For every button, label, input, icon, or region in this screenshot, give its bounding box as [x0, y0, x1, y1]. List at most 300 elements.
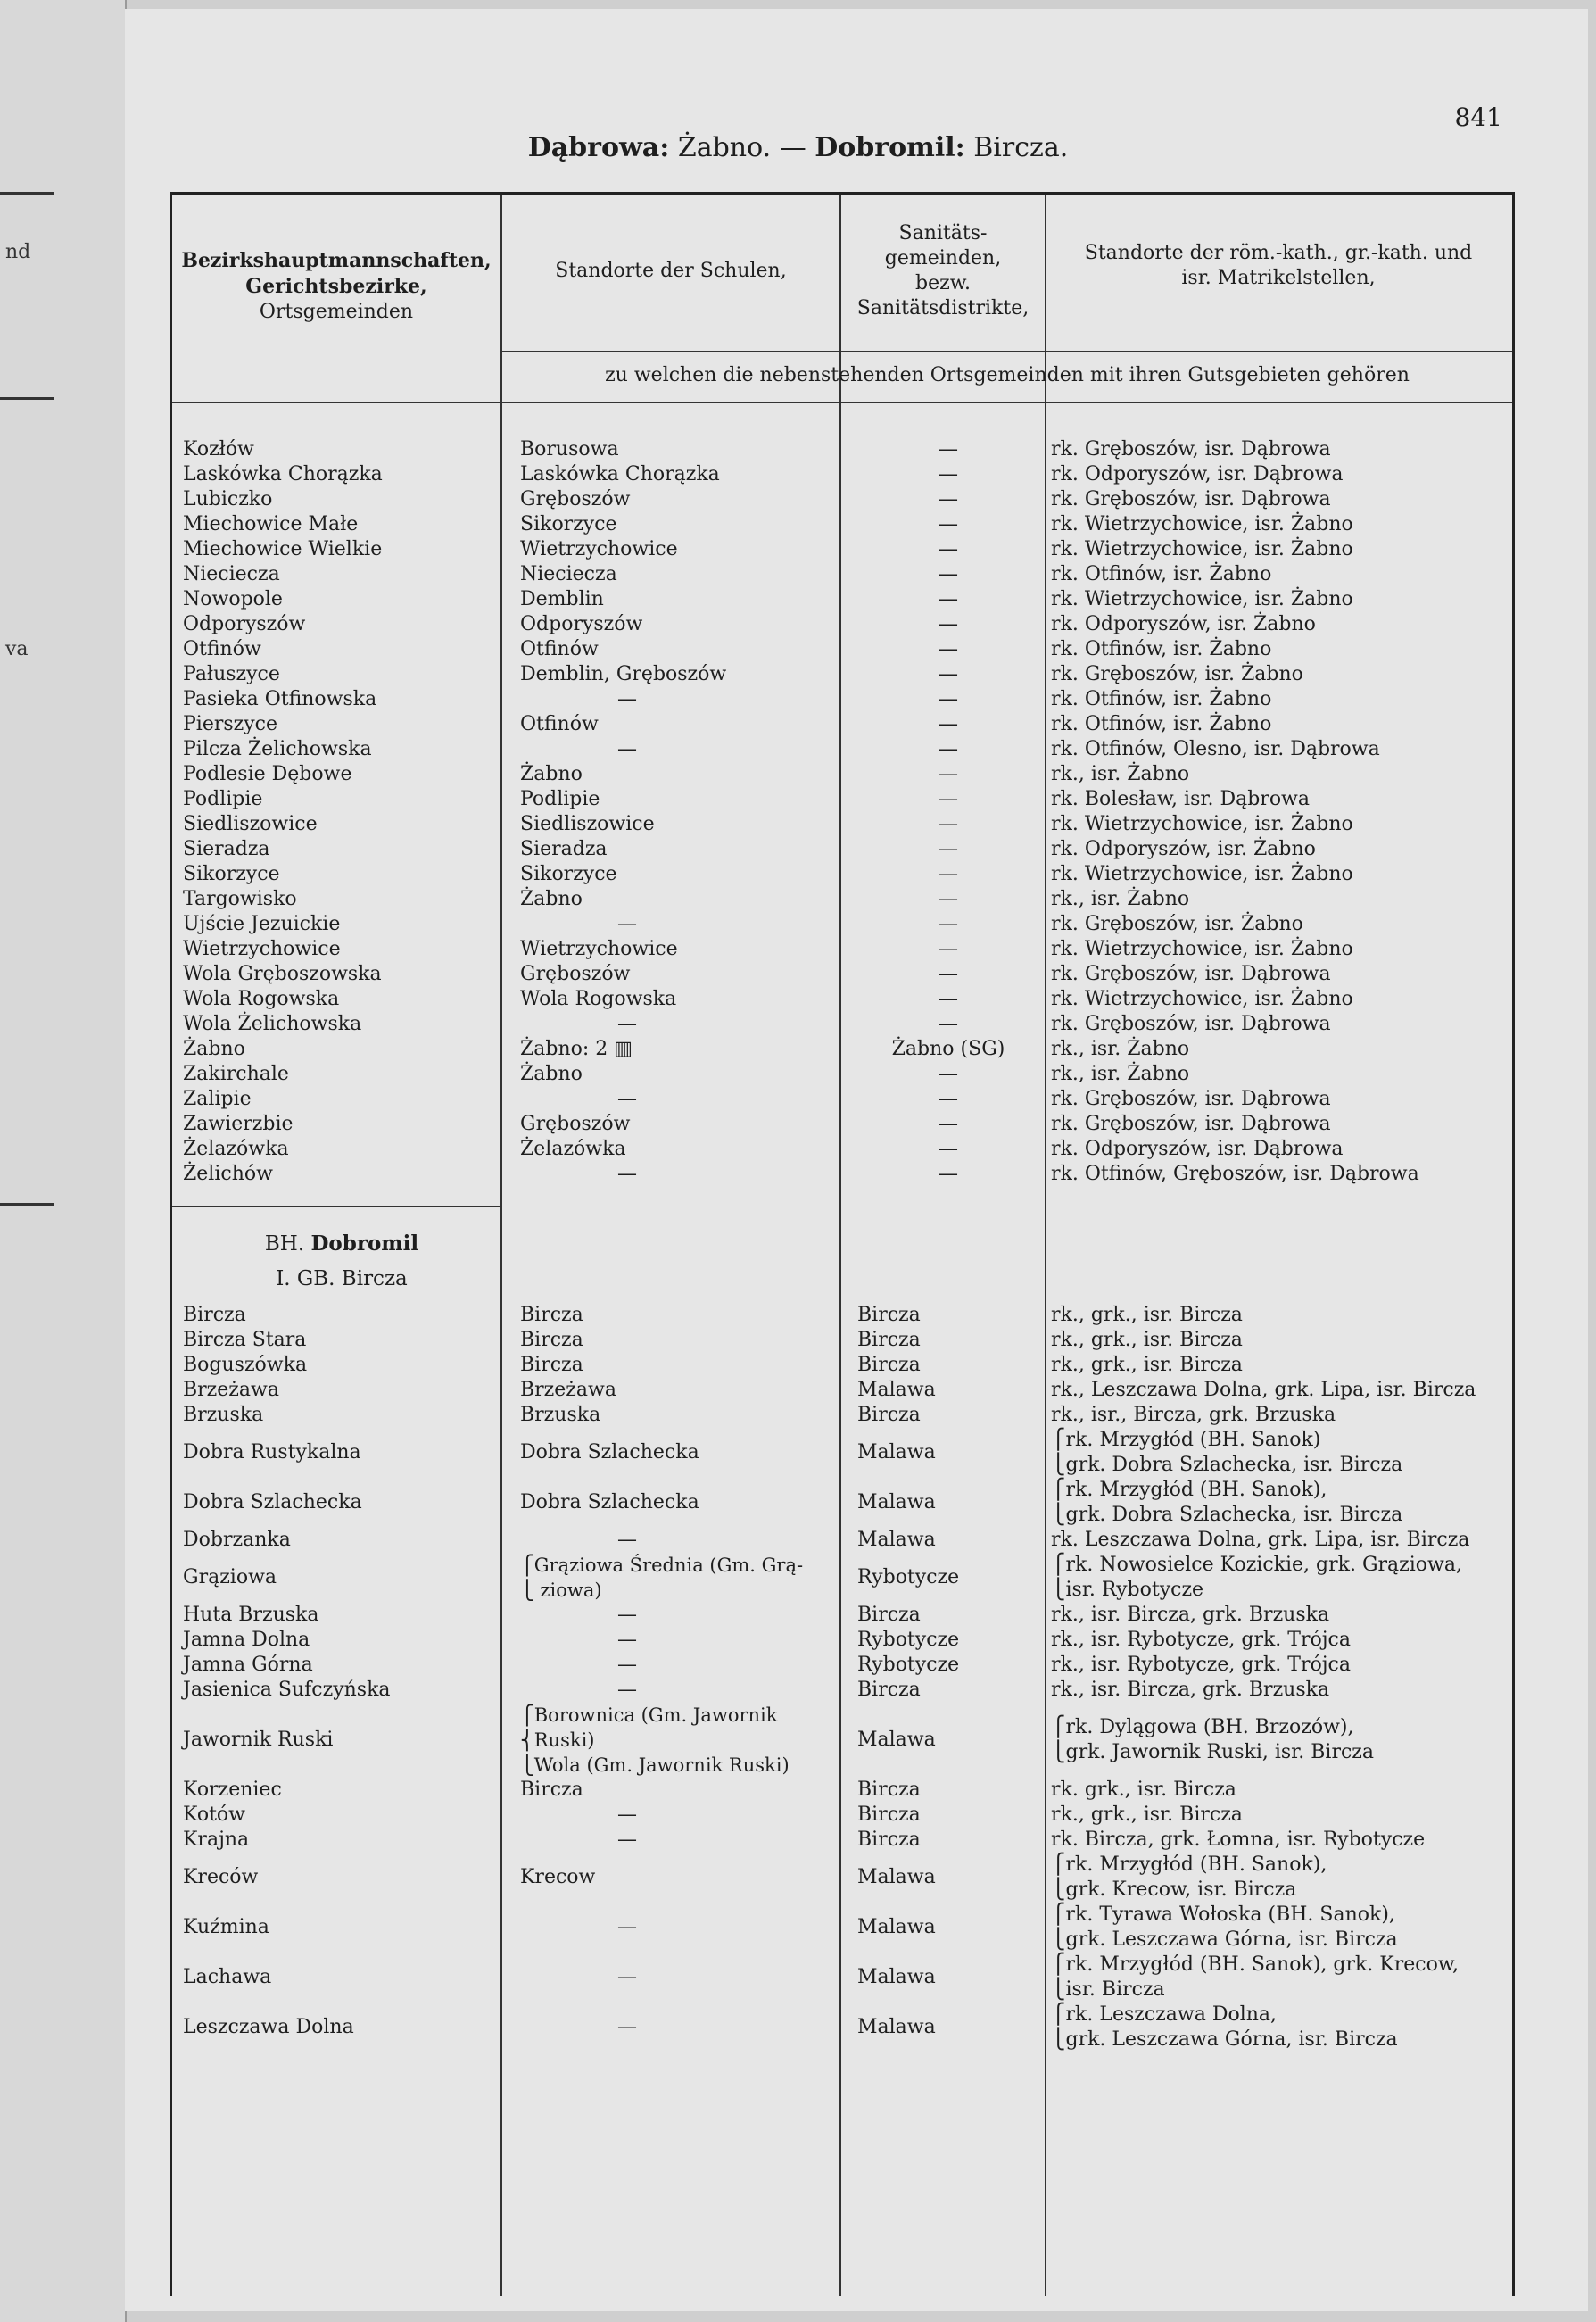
parish-cell: rk., isr. Żabno	[1051, 763, 1190, 785]
parish-cell: rk., isr. Żabno	[1051, 888, 1190, 910]
municipality-name: Kuźmina	[183, 1916, 269, 1938]
municipality-cell: Sikorzyce	[183, 863, 280, 885]
header-col-parishes: Standorte der röm.-kath., gr.-kath. und isr. Matrikelstellen,	[1084, 242, 1473, 289]
parish-cell: rk. Wietrzychowice, isr. Żabno	[1051, 513, 1353, 535]
sanitary-name: Bircza	[857, 1329, 921, 1351]
school-cell	[520, 1778, 841, 1803]
municipality-cell	[183, 1378, 486, 1403]
parish-line: rk., isr. Bircza, grk. Brzuska	[1051, 1604, 1330, 1626]
municipality-cell: Lubiczko	[183, 488, 273, 510]
parish-cell	[1051, 1778, 1515, 1803]
municipality-cell: Zalipie	[183, 1088, 252, 1110]
municipality-name: Leszczawa Dolna	[183, 2016, 354, 2038]
municipality-cell: Odporyszów	[183, 613, 306, 635]
sanitary-name: Rybotycze	[857, 1566, 960, 1588]
header-rule	[502, 351, 1512, 352]
parish-line: ⎧rk. Mrzygłód (BH. Sanok)	[1051, 1429, 1321, 1451]
municipality-name: Brzuska	[183, 1404, 264, 1426]
school-name: —	[617, 2016, 637, 2038]
sanitary-cell: —	[939, 913, 958, 935]
school-cell: Odporyszów	[520, 613, 643, 635]
parish-line: ⎩isr. Bircza	[1051, 1978, 1165, 2001]
school-cell	[520, 1328, 841, 1353]
school-name: Brzuska	[520, 1404, 601, 1426]
school-cell	[520, 2003, 841, 2052]
section-a-parishes	[1051, 437, 1515, 1187]
municipality-cell	[183, 1303, 486, 1328]
school-cell: Otfinów	[520, 713, 599, 735]
municipality-name: Boguszówka	[183, 1354, 308, 1376]
school-cell	[520, 1603, 841, 1628]
margin-rule	[0, 1203, 54, 1206]
municipality-cell: Miechowice Wielkie	[183, 538, 383, 560]
section-b-sanitary	[850, 1303, 1046, 2052]
section-b-municipalities	[183, 1303, 486, 2052]
municipality-name: Dobrzanka	[183, 1529, 291, 1551]
margin-fragment: nd	[5, 241, 31, 263]
sanitary-cell: —	[939, 988, 958, 1010]
parish-cell: rk. Odporyszów, isr. Dąbrowa	[1051, 1138, 1344, 1160]
municipality-name: Jamna Dolna	[183, 1629, 310, 1651]
parish-cell: rk. Otfinów, isr. Żabno	[1051, 563, 1272, 585]
school-cell: Otfinów	[520, 638, 599, 660]
parish-cell	[1051, 1353, 1515, 1378]
sanitary-cell	[850, 1628, 1046, 1653]
school-name: —	[617, 1829, 637, 1851]
sanitary-name: Malawa	[857, 1729, 936, 1751]
parish-cell: rk. Gręboszów, isr. Dąbrowa	[1051, 1013, 1331, 1035]
school-cell: Sikorzyce	[520, 863, 617, 885]
parish-cell: rk., isr. Żabno	[1051, 1038, 1190, 1060]
running-head-court: Żabno. —	[677, 132, 806, 163]
sanitary-cell: —	[939, 1163, 958, 1185]
school-name: ⎧Grąziowa Średnia (Gm. Grą- ⎩ ziowa)	[520, 1555, 804, 1601]
sanitary-cell: —	[939, 538, 958, 560]
municipality-cell: Zakirchale	[183, 1063, 289, 1085]
school-cell: Żabno	[520, 888, 583, 910]
page-number: 841	[1454, 103, 1502, 132]
school-cell	[520, 1853, 841, 1903]
sanitary-name: Malawa	[857, 1379, 936, 1401]
sanitary-name: Bircza	[857, 1604, 921, 1626]
school-cell: Demblin, Gręboszów	[520, 663, 727, 685]
parish-cell	[1051, 2003, 1515, 2052]
municipality-cell	[183, 1653, 486, 1678]
school-cell	[520, 1653, 841, 1678]
school-name: Krecow	[520, 1866, 596, 1888]
municipality-cell	[183, 1628, 486, 1653]
school-name: —	[617, 1966, 637, 1988]
parish-cell: rk. Odporyszów, isr. Dąbrowa	[1051, 463, 1344, 485]
municipality-cell	[183, 2003, 486, 2052]
municipality-cell	[183, 1828, 486, 1853]
parish-cell	[1051, 1328, 1515, 1353]
section-b-schools	[520, 1303, 841, 2052]
municipality-cell: Targowisko	[183, 888, 297, 910]
school-name: Dobra Szlachecka	[520, 1491, 699, 1513]
sanitary-cell	[850, 1478, 1046, 1528]
municipality-cell: Żelichów	[183, 1163, 273, 1185]
municipality-name: Kotów	[183, 1804, 246, 1826]
sanitary-cell: —	[939, 1013, 958, 1035]
municipality-cell	[183, 1953, 486, 2003]
section-a-municipalities	[183, 437, 486, 1187]
municipality-cell: Laskówka Chorązka	[183, 463, 383, 485]
sanitary-cell: —	[939, 613, 958, 635]
parish-cell: rk. Gręboszów, isr. Dąbrowa	[1051, 1113, 1331, 1135]
sanitary-cell: —	[939, 663, 958, 685]
header-col-schools: Standorte der Schulen,	[555, 260, 787, 282]
header-col-municipalities: Bezirkshauptmannschaften, Gerichtsbezirke, Ortsgemeinden	[181, 249, 492, 323]
municipality-name: Jasienica Sufczyńska	[183, 1679, 391, 1701]
municipality-cell: Pałuszyce	[183, 663, 280, 685]
sanitary-cell: —	[939, 463, 958, 485]
parish-line: rk., Leszczawa Dolna, grk. Lipa, isr. Bircza	[1051, 1379, 1476, 1401]
parish-line: rk., isr. Rybotycze, grk. Trójca	[1051, 1654, 1351, 1676]
municipality-cell: Żelazówka	[183, 1138, 289, 1160]
school-cell: Gręboszów	[520, 488, 631, 510]
school-cell: —	[617, 1088, 637, 1110]
school-cell: Żabno	[520, 763, 583, 785]
header-subtitle: zu welchen die nebenstehenden Ortsgemeinden mit ihren Gutsgebieten gehören	[605, 364, 1410, 386]
header-col-sanitary: Sanitäts- gemeinden, bezw. Sanitätsdistrikte,	[856, 222, 1030, 319]
header-bottom-rule	[172, 402, 1512, 403]
municipality-name: Brzeżawa	[183, 1379, 279, 1401]
school-cell: —	[617, 1013, 637, 1035]
school-cell	[520, 1528, 841, 1553]
school-cell	[520, 1903, 841, 1953]
municipality-cell	[183, 1553, 486, 1603]
parish-cell	[1051, 1853, 1515, 1903]
sanitary-cell	[850, 1778, 1046, 1803]
sanitary-cell: —	[939, 1138, 958, 1160]
municipality-cell	[183, 1853, 486, 1903]
municipality-name: Jamna Górna	[183, 1654, 313, 1676]
parish-cell	[1051, 1678, 1515, 1703]
municipality-cell: Podlipie	[183, 788, 263, 810]
section-b-subtitle: I. GB. Bircza	[276, 1267, 408, 1290]
school-cell	[520, 1803, 841, 1828]
sanitary-cell: —	[939, 1113, 958, 1135]
municipality-cell: Sieradza	[183, 838, 270, 860]
sanitary-name: Bircza	[857, 1779, 921, 1801]
section-rule	[172, 1206, 502, 1207]
school-cell	[520, 1553, 841, 1603]
parish-cell	[1051, 1303, 1515, 1328]
parish-line: rk., grk., isr. Bircza	[1051, 1354, 1243, 1376]
school-cell	[520, 1953, 841, 2003]
sanitary-cell	[850, 1328, 1046, 1353]
sanitary-name: Bircza	[857, 1304, 921, 1326]
sanitary-cell	[850, 1353, 1046, 1378]
parish-cell	[1051, 1953, 1515, 2003]
sanitary-name: Malawa	[857, 1441, 936, 1464]
municipality-cell	[183, 1328, 486, 1353]
municipality-name: Bircza	[183, 1304, 246, 1326]
parish-line: ⎧rk. Leszczawa Dolna,	[1051, 2003, 1278, 2026]
sanitary-cell: —	[939, 863, 958, 885]
school-name: Bircza	[520, 1354, 583, 1376]
school-name: Dobra Szlachecka	[520, 1441, 699, 1464]
school-cell: Nieciecza	[520, 563, 617, 585]
parish-line: rk., grk., isr. Bircza	[1051, 1804, 1243, 1826]
school-cell	[520, 1703, 841, 1778]
municipality-name: Krajna	[183, 1829, 250, 1851]
parish-cell: rk. Gręboszów, isr. Dąbrowa	[1051, 488, 1331, 510]
sanitary-cell	[850, 1303, 1046, 1328]
running-head-district: Dąbrowa:	[527, 132, 670, 163]
sanitary-cell: —	[939, 788, 958, 810]
school-cell	[520, 1353, 841, 1378]
sanitary-cell	[850, 1428, 1046, 1478]
school-cell: Żabno: 2 ▥	[520, 1038, 633, 1060]
margin-rule	[0, 192, 54, 195]
parish-cell: rk. Wietrzychowice, isr. Żabno	[1051, 588, 1353, 610]
parish-cell: rk. Wietrzychowice, isr. Żabno	[1051, 863, 1353, 885]
parish-cell	[1051, 1803, 1515, 1828]
parish-cell	[1051, 1653, 1515, 1678]
municipality-cell: Podlesie Dębowe	[183, 763, 352, 785]
margin-fragment: va	[5, 638, 29, 660]
parish-line: rk. Bircza, grk. Łomna, isr. Rybotycze	[1051, 1829, 1426, 1851]
parish-cell: rk. Wietrzychowice, isr. Żabno	[1051, 938, 1353, 960]
parish-cell: rk. Gręboszów, isr. Żabno	[1051, 913, 1303, 935]
school-cell: Laskówka Chorązka	[520, 463, 720, 485]
running-head-court-2: Bircza.	[973, 132, 1069, 163]
sanitary-name: Malawa	[857, 1491, 936, 1513]
parish-line: ⎩grk. Jawornik Ruski, isr. Bircza	[1051, 1741, 1375, 1763]
school-cell: —	[617, 738, 637, 760]
school-cell	[520, 1378, 841, 1403]
sanitary-cell: —	[939, 1088, 958, 1110]
section-b-title: BH. Dobromil	[264, 1231, 419, 1256]
municipality-name: Lachawa	[183, 1966, 272, 1988]
sanitary-name: Bircza	[857, 1354, 921, 1376]
school-name: —	[617, 1679, 637, 1701]
school-cell: Gręboszów	[520, 1113, 631, 1135]
section-b-parishes	[1051, 1303, 1515, 2052]
municipality-cell	[183, 1403, 486, 1428]
sanitary-cell	[850, 1678, 1046, 1703]
municipality-cell: Wola Rogowska	[183, 988, 340, 1010]
sanitary-name: Bircza	[857, 1404, 921, 1426]
municipality-cell	[183, 1528, 486, 1553]
parish-line: ⎧rk. Dylągowa (BH. Brzozów),	[1051, 1716, 1354, 1738]
sanitary-cell	[850, 1803, 1046, 1828]
school-name: Brzeżawa	[520, 1379, 616, 1401]
municipality-cell: Nowopole	[183, 588, 283, 610]
school-cell: Siedliszowice	[520, 813, 655, 835]
sanitary-name: Malawa	[857, 2016, 936, 2038]
parish-line: ⎧rk. Mrzygłód (BH. Sanok),	[1051, 1853, 1327, 1876]
school-name: —	[617, 1529, 637, 1551]
parish-cell: rk. Odporyszów, isr. Żabno	[1051, 613, 1316, 635]
margin-rule	[0, 397, 54, 400]
parish-line: rk., grk., isr. Bircza	[1051, 1304, 1243, 1326]
parish-cell	[1051, 1703, 1515, 1778]
parish-cell	[1051, 1603, 1515, 1628]
sanitary-cell: —	[939, 963, 958, 985]
school-name: —	[617, 1804, 637, 1826]
parish-line: rk. Leszczawa Dolna, grk. Lipa, isr. Bircza	[1051, 1529, 1470, 1551]
municipality-cell	[183, 1803, 486, 1828]
parish-line: ⎩grk. Dobra Szlachecka, isr. Bircza	[1051, 1454, 1403, 1476]
school-name: ⎧Borownica (Gm. Jawornik ⎨Ruski) ⎩Wola (Gm. Jawornik Ruski)	[520, 1704, 790, 1776]
parish-line: ⎧rk. Tyrawa Wołoska (BH. Sanok),	[1051, 1903, 1395, 1926]
parish-line: rk. grk., isr. Bircza	[1051, 1779, 1236, 1801]
parish-line: ⎩isr. Rybotycze	[1051, 1579, 1204, 1601]
municipality-name: Dobra Szlachecka	[183, 1491, 362, 1513]
parish-line: ⎩grk. Leszczawa Górna, isr. Bircza	[1051, 1928, 1398, 1951]
sanitary-cell: —	[939, 638, 958, 660]
sanitary-cell: —	[939, 713, 958, 735]
section-a-sanitary	[850, 437, 1046, 1187]
parish-cell: rk. Otfinów, isr. Żabno	[1051, 713, 1272, 735]
school-name: —	[617, 1654, 637, 1676]
sanitary-name: Malawa	[857, 1966, 936, 1988]
parish-cell: rk. Gręboszów, isr. Dąbrowa	[1051, 963, 1331, 985]
municipality-name: Huta Brzuska	[183, 1604, 319, 1626]
municipality-name: Kreców	[183, 1866, 259, 1888]
school-cell: —	[617, 688, 637, 710]
municipality-name: Jawornik Ruski	[183, 1729, 334, 1751]
municipality-name: Bircza Stara	[183, 1329, 307, 1351]
municipality-cell	[183, 1703, 486, 1778]
sanitary-cell: —	[939, 763, 958, 785]
parish-line: rk., isr., Bircza, grk. Brzuska	[1051, 1404, 1336, 1426]
sanitary-cell: —	[939, 938, 958, 960]
sanitary-cell: —	[939, 438, 958, 460]
school-name: —	[617, 1629, 637, 1651]
municipality-cell: Pierszyce	[183, 713, 278, 735]
municipality-cell: Otfinów	[183, 638, 261, 660]
sanitary-cell	[850, 1853, 1046, 1903]
sanitary-cell: —	[939, 488, 958, 510]
sanitary-cell: —	[939, 838, 958, 860]
sanitary-cell	[850, 1953, 1046, 2003]
school-cell: Demblin	[520, 588, 604, 610]
register-table	[170, 192, 1515, 2296]
parish-line: ⎧rk. Mrzygłód (BH. Sanok), grk. Krecow,	[1051, 1953, 1460, 1976]
school-cell: Sikorzyce	[520, 513, 617, 535]
sanitary-cell	[850, 1828, 1046, 1853]
parish-cell	[1051, 1528, 1515, 1553]
sanitary-cell: —	[939, 513, 958, 535]
sanitary-cell	[850, 1553, 1046, 1603]
sanitary-cell	[850, 1653, 1046, 1678]
parish-line: rk., grk., isr. Bircza	[1051, 1329, 1243, 1351]
sanitary-name: Bircza	[857, 1679, 921, 1701]
school-cell: Podlipie	[520, 788, 600, 810]
parish-cell	[1051, 1378, 1515, 1403]
parish-cell: rk. Otfinów, isr. Żabno	[1051, 638, 1272, 660]
municipality-cell: Pilcza Żelichowska	[183, 738, 372, 760]
school-cell: Borusowa	[520, 438, 619, 460]
parish-cell: rk. Gręboszów, isr. Dąbrowa	[1051, 438, 1331, 460]
parish-cell: rk. Otfinów, Olesno, isr. Dąbrowa	[1051, 738, 1380, 760]
sanitary-cell	[850, 1528, 1046, 1553]
parish-cell	[1051, 1628, 1515, 1653]
municipality-cell: Wola Gręboszowska	[183, 963, 382, 985]
school-cell: —	[617, 1163, 637, 1185]
parish-line: ⎧rk. Mrzygłód (BH. Sanok),	[1051, 1479, 1327, 1501]
municipality-cell	[183, 1903, 486, 1953]
municipality-cell: Wola Żelichowska	[183, 1013, 362, 1035]
sanitary-cell	[850, 1703, 1046, 1778]
parish-line: ⎩grk. Leszczawa Górna, isr. Bircza	[1051, 2028, 1398, 2051]
school-name: —	[617, 1916, 637, 1938]
school-name: Bircza	[520, 1779, 583, 1801]
parish-line: ⎩grk. Dobra Szlachecka, isr. Bircza	[1051, 1504, 1403, 1526]
running-head-district-2: Dobromil:	[815, 132, 965, 163]
school-cell: Żelazówka	[520, 1138, 626, 1160]
parish-cell	[1051, 1403, 1515, 1428]
parish-cell: rk. Otfinów, isr. Żabno	[1051, 688, 1272, 710]
sanitary-cell: Żabno (SG)	[891, 1038, 1005, 1060]
parish-cell	[1051, 1828, 1515, 1853]
sanitary-name: Rybotycze	[857, 1654, 960, 1676]
parish-line: ⎧rk. Nowosielce Kozickie, grk. Grąziowa,	[1051, 1554, 1462, 1576]
school-name: Bircza	[520, 1304, 583, 1326]
sanitary-cell	[850, 1603, 1046, 1628]
school-name: Bircza	[520, 1329, 583, 1351]
parish-line: rk., isr. Bircza, grk. Brzuska	[1051, 1679, 1330, 1701]
sanitary-name: Bircza	[857, 1804, 921, 1826]
sanitary-cell: —	[939, 588, 958, 610]
sanitary-cell: —	[939, 813, 958, 835]
parish-cell: rk. Bolesław, isr. Dąbrowa	[1051, 788, 1311, 810]
municipality-name: Dobra Rustykalna	[183, 1441, 361, 1464]
sanitary-name: Malawa	[857, 1916, 936, 1938]
municipality-cell: Nieciecza	[183, 563, 280, 585]
sanitary-cell	[850, 1378, 1046, 1403]
previous-page-margin	[0, 0, 127, 2322]
running-head	[0, 132, 1596, 163]
parish-cell	[1051, 1903, 1515, 1953]
municipality-name: Grąziowa	[183, 1566, 277, 1588]
parish-line: ⎩grk. Krecow, isr. Bircza	[1051, 1878, 1297, 1901]
parish-cell: rk. Otfinów, Gręboszów, isr. Dąbrowa	[1051, 1163, 1419, 1185]
municipality-cell	[183, 1603, 486, 1628]
parish-cell: rk., isr. Żabno	[1051, 1063, 1190, 1085]
school-cell	[520, 1303, 841, 1328]
municipality-cell: Ujście Jezuickie	[183, 913, 341, 935]
municipality-cell	[183, 1778, 486, 1803]
municipality-cell: Wietrzychowice	[183, 938, 341, 960]
parish-cell: rk. Odporyszów, isr. Żabno	[1051, 838, 1316, 860]
municipality-cell: Siedliszowice	[183, 813, 318, 835]
school-cell	[520, 1678, 841, 1703]
school-cell: —	[617, 913, 637, 935]
sanitary-name: Malawa	[857, 1866, 936, 1888]
parish-cell: rk. Wietrzychowice, isr. Żabno	[1051, 988, 1353, 1010]
sanitary-name: Bircza	[857, 1829, 921, 1851]
municipality-cell: Zawierzbie	[183, 1113, 294, 1135]
parish-cell: rk. Gręboszów, isr. Żabno	[1051, 663, 1303, 685]
parish-cell	[1051, 1553, 1515, 1603]
parish-cell	[1051, 1478, 1515, 1528]
municipality-cell: Pasieka Otfinowska	[183, 688, 377, 710]
sanitary-name: Rybotycze	[857, 1629, 960, 1651]
sanitary-cell	[850, 1403, 1046, 1428]
municipality-cell	[183, 1678, 486, 1703]
sanitary-cell: —	[939, 688, 958, 710]
municipality-cell: Kozłów	[183, 438, 254, 460]
parish-cell: rk. Gręboszów, isr. Dąbrowa	[1051, 1088, 1331, 1110]
school-name: —	[617, 1604, 637, 1626]
school-cell: Wietrzychowice	[520, 938, 678, 960]
parish-cell	[1051, 1428, 1515, 1478]
